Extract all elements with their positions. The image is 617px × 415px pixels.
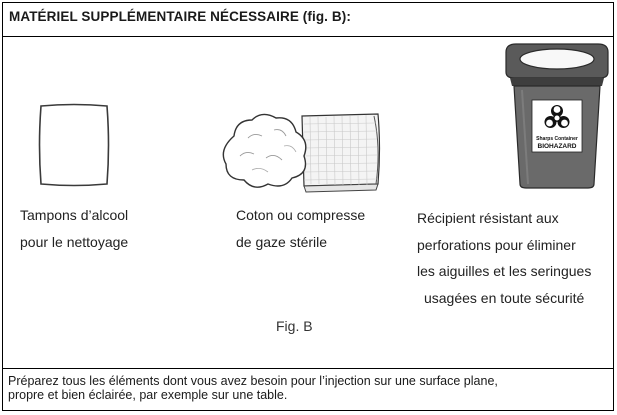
item-label-line: Coton ou compresse — [236, 207, 366, 223]
footer-line-1: Préparez tous les éléments dont vous avez besoin pour l’injection sur une surface plane, — [8, 374, 498, 388]
item-label-line: de gaze stérile — [236, 234, 328, 250]
item-label-line: Tampons d’alcool — [20, 207, 129, 223]
item-label-alcohol-swabs — [20, 202, 128, 256]
footer-instruction — [8, 374, 603, 402]
item-label-line: pour le nettoyage — [20, 234, 129, 250]
item-label-line: Récipient résistant aux — [417, 210, 559, 226]
cotton-gauze-icon — [218, 108, 383, 193]
footer-row — [3, 368, 613, 410]
item-label-line: les aiguilles et les seringues — [417, 263, 592, 279]
alcohol-swab-icon — [37, 103, 111, 187]
item-label-line: usagées en toute sécurité — [423, 289, 585, 306]
container-label-line-1: Sharps Container — [536, 136, 578, 142]
container-label-line-2: BIOHAZARD — [537, 143, 577, 150]
footer-line-2: propre et bien éclairée, par exemple sur une table. — [8, 388, 288, 402]
section-title: MATÉRIEL SUPPLÉMENTAIRE NÉCESSAIRE (fig. B): — [9, 9, 351, 24]
item-label-sharps-container — [417, 205, 591, 311]
header-row — [3, 3, 613, 37]
figure-caption: Fig. B — [276, 318, 313, 334]
item-label-cotton-gauze — [236, 202, 365, 256]
item-label-line: perforations pour éliminer — [417, 236, 576, 253]
sharps-container-icon — [502, 42, 612, 190]
